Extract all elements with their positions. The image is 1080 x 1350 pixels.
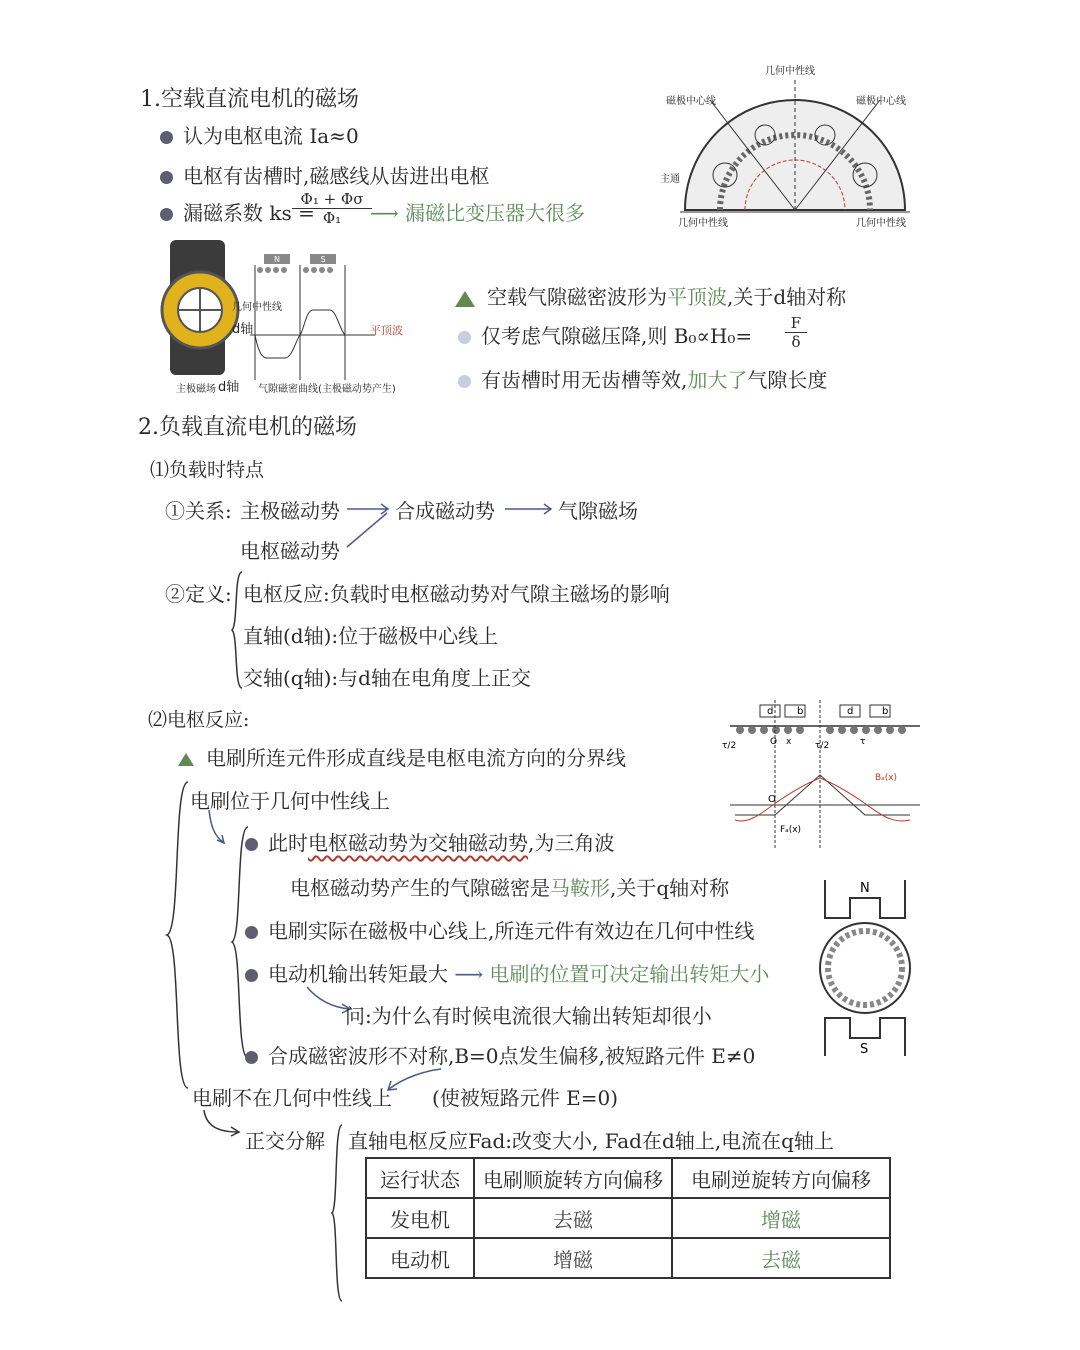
gap-drop-text: 仅考虑气隙磁压降,则 B₀∝H₀= xyxy=(481,324,753,348)
x-label: x xyxy=(786,737,792,747)
definition-brace xyxy=(230,570,244,690)
direct-axis-reaction-text: 直轴电枢反应Fad:改变大小, Fad在d轴上,电流在q轴上 xyxy=(348,1129,834,1153)
mmf-distribution-figure xyxy=(720,700,920,855)
d-axis-small-label: d轴 xyxy=(232,322,254,337)
gap-flux-caption: 气隙磁密曲线(主极磁动势产生) xyxy=(258,384,396,395)
relation-arrows xyxy=(345,495,565,555)
table-header-row xyxy=(366,1158,890,1198)
slot-equivalent-point xyxy=(458,364,827,393)
geo-neutral-top-label: 几何中性线 xyxy=(765,66,815,77)
pole-center-right-label: 磁极中心线 xyxy=(856,96,906,107)
definition-armature-reaction: 电枢反应:负载时电枢磁动势对气隙主磁场的影响 xyxy=(243,582,670,606)
flat-top-highlight: 平顶波 xyxy=(667,285,727,309)
cases-brace xyxy=(163,780,193,1090)
leakage-fraction xyxy=(292,190,372,227)
pole-n-label: N xyxy=(274,255,280,264)
tau-half-right-label: τ/2 xyxy=(815,741,830,751)
definition-label: ②定义: xyxy=(165,582,232,606)
flux-density-label: Bₐ(x) xyxy=(875,773,898,783)
table-cell-forward: 增磁 xyxy=(474,1238,672,1278)
main-pole-field-figure xyxy=(160,240,400,400)
asymmetric-flux-point xyxy=(245,1040,755,1069)
origin-label: O xyxy=(768,794,776,805)
pole-n-label: N xyxy=(860,881,870,896)
fraction-numerator: F xyxy=(785,314,807,333)
tau-label: τ xyxy=(860,737,866,747)
origin-label-top: O xyxy=(770,737,778,747)
bullet-item xyxy=(160,120,359,149)
flat-top-prefix: 空载气隙磁密波形为 xyxy=(487,285,667,309)
quadrature-suffix: ,为三角波 xyxy=(528,831,615,855)
definition-direct-axis: 直轴(d轴):位于磁极中心线上 xyxy=(243,624,499,648)
relation-main-mmf: 主极磁动势 xyxy=(240,499,340,523)
d-label-2: d xyxy=(847,706,854,717)
slot-equivalent-highlight: 加大了 xyxy=(687,368,748,392)
table-cell-state: 发电机 xyxy=(366,1198,474,1238)
leakage-note: ⟶ 漏磁比变压器大很多 xyxy=(370,201,586,225)
b-label-2: b xyxy=(882,706,889,717)
geo-neutral-small-label: 几何中性线 xyxy=(232,302,282,313)
max-torque-point: 电动机输出转矩最大 ⟶ 电刷的位置可决定输出转矩大小 xyxy=(245,958,769,987)
pole-center-left-label: 磁极中心线 xyxy=(666,96,716,107)
table-row xyxy=(366,1238,890,1278)
bullet-text: 认为电枢电流 Ia≈0 xyxy=(183,124,359,148)
bullet-dot-icon xyxy=(458,375,471,388)
case-brush-off-neutral: 电刷不在几何中性线上 xyxy=(192,1086,392,1110)
table-header-cell: 电刷逆旋转方向偏移 xyxy=(672,1158,890,1198)
table-cell-reverse: 增磁 xyxy=(672,1198,890,1238)
pole-s-label: S xyxy=(320,255,326,264)
brush-boundary-point xyxy=(178,742,626,771)
saddle-shape-point xyxy=(290,872,729,901)
d-axis-caption: d轴 xyxy=(218,380,240,395)
case2-note: (使被短路元件 E=0) xyxy=(432,1086,619,1110)
fraction-denominator: δ xyxy=(791,333,801,351)
leakage-label: 漏磁系数 ks = xyxy=(183,201,315,225)
section2-title: 2.负载直流电机的磁场 xyxy=(138,415,357,440)
load-features-heading: ⑴负载时特点 xyxy=(150,459,265,481)
saddle-prefix: 电枢磁动势产生的气隙磁密是 xyxy=(290,876,550,900)
slot-equivalent-prefix: 有齿槽时用无齿槽等效, xyxy=(481,368,688,392)
armature-reaction-heading: ⑵电枢反应: xyxy=(148,709,250,731)
quadrature-mmf-point xyxy=(245,827,614,856)
section1-title: 1.空载直流电机的磁场 xyxy=(140,87,359,112)
triangle-bullet-icon xyxy=(178,753,194,766)
bullet-dot-icon xyxy=(160,131,173,144)
saddle-suffix: ,关于q轴对称 xyxy=(610,876,730,900)
bullet-text: 电枢有齿槽时,磁感线从齿进出电枢 xyxy=(183,164,490,188)
fraction-denominator: Φ₁ xyxy=(322,209,342,227)
motor-cross-section-figure xyxy=(810,878,920,1058)
table-header-cell: 运行状态 xyxy=(366,1158,474,1198)
table-cell-state: 电动机 xyxy=(366,1238,474,1278)
max-torque-text: 电动机输出转矩最大 xyxy=(268,962,448,986)
leakage-note-text: 漏磁比变压器大很多 xyxy=(405,201,586,225)
bullet-dot-icon xyxy=(245,926,258,939)
triangle-bullet-icon xyxy=(455,291,475,307)
decomposition-arrow xyxy=(200,1108,245,1138)
bullet-dot-icon xyxy=(458,331,471,344)
pole-s-label: S xyxy=(860,1042,869,1057)
fraction-numerator: Φ₁ + Φσ xyxy=(292,190,372,209)
d-label-1: d xyxy=(767,706,774,717)
mmf-label: Fₐ(x) xyxy=(780,825,802,835)
relation-armature-mmf: 电枢磁动势 xyxy=(240,539,340,563)
asymmetric-flux-text: 合成磁密波形不对称,B=0点发生偏移,被短路元件 E≠0 xyxy=(268,1044,756,1068)
table-cell-forward: 去磁 xyxy=(474,1198,672,1238)
relation-combined-mmf: 合成磁动势 xyxy=(395,499,495,523)
bullet-dot-icon xyxy=(245,1051,258,1064)
bullet-item xyxy=(160,160,489,189)
bullet-dot-icon xyxy=(245,969,258,982)
main-pole-caption: 主极磁场 xyxy=(176,384,216,395)
quadrature-prefix: 此时 xyxy=(268,831,308,855)
gap-drop-point xyxy=(458,320,752,349)
bullet-dot-icon xyxy=(160,208,173,221)
question-text: 问:为什么有时候电流很大输出转矩却很小 xyxy=(345,1004,712,1028)
brush-position-note: 电刷的位置可决定输出转矩大小 xyxy=(489,962,770,986)
decomposition-brace xyxy=(330,1123,344,1303)
saddle-highlight: 马鞍形 xyxy=(550,876,610,900)
table-header-cell: 电刷顺旋转方向偏移 xyxy=(474,1158,672,1198)
table-cell-reverse: 去磁 xyxy=(672,1238,890,1278)
tau-half-left-label: τ/2 xyxy=(722,741,737,751)
quadrature-highlight: 电枢磁动势为交轴磁动势 xyxy=(308,831,528,855)
geo-neutral-bottom-left-label: 几何中性线 xyxy=(678,218,728,229)
definition-quadrature-axis: 交轴(q轴):与d轴在电角度上正交 xyxy=(243,666,531,690)
orthogonal-decomposition: 正交分解 xyxy=(245,1129,325,1153)
relation-label: ①关系: xyxy=(165,499,232,523)
bullet-dot-icon xyxy=(160,171,173,184)
brush-boundary-text: 电刷所连元件形成直线是电枢电流方向的分界线 xyxy=(206,746,626,770)
bullet-dot-icon xyxy=(245,838,258,851)
gap-drop-fraction xyxy=(785,314,807,351)
flat-top-point xyxy=(455,281,846,310)
flat-top-suffix: ,关于d轴对称 xyxy=(727,285,847,309)
table-row xyxy=(366,1198,890,1238)
armature-reaction-table xyxy=(365,1157,891,1279)
geo-neutral-bottom-right-label: 几何中性线 xyxy=(856,218,906,229)
case-brush-on-neutral: 电刷位于几何中性线上 xyxy=(190,789,390,813)
relation-gap-field: 气隙磁场 xyxy=(558,499,638,523)
flat-top-label: 平顶波 xyxy=(370,324,403,337)
slot-equivalent-suffix: 气隙长度 xyxy=(747,368,828,392)
main-flux-label: 主通 xyxy=(660,174,680,185)
b-label-1: b xyxy=(797,706,804,717)
brush-actual-position-text: 电刷实际在磁极中心线上,所连元件有效边在几何中性线 xyxy=(268,919,755,943)
brush-actual-position-point xyxy=(245,915,754,944)
